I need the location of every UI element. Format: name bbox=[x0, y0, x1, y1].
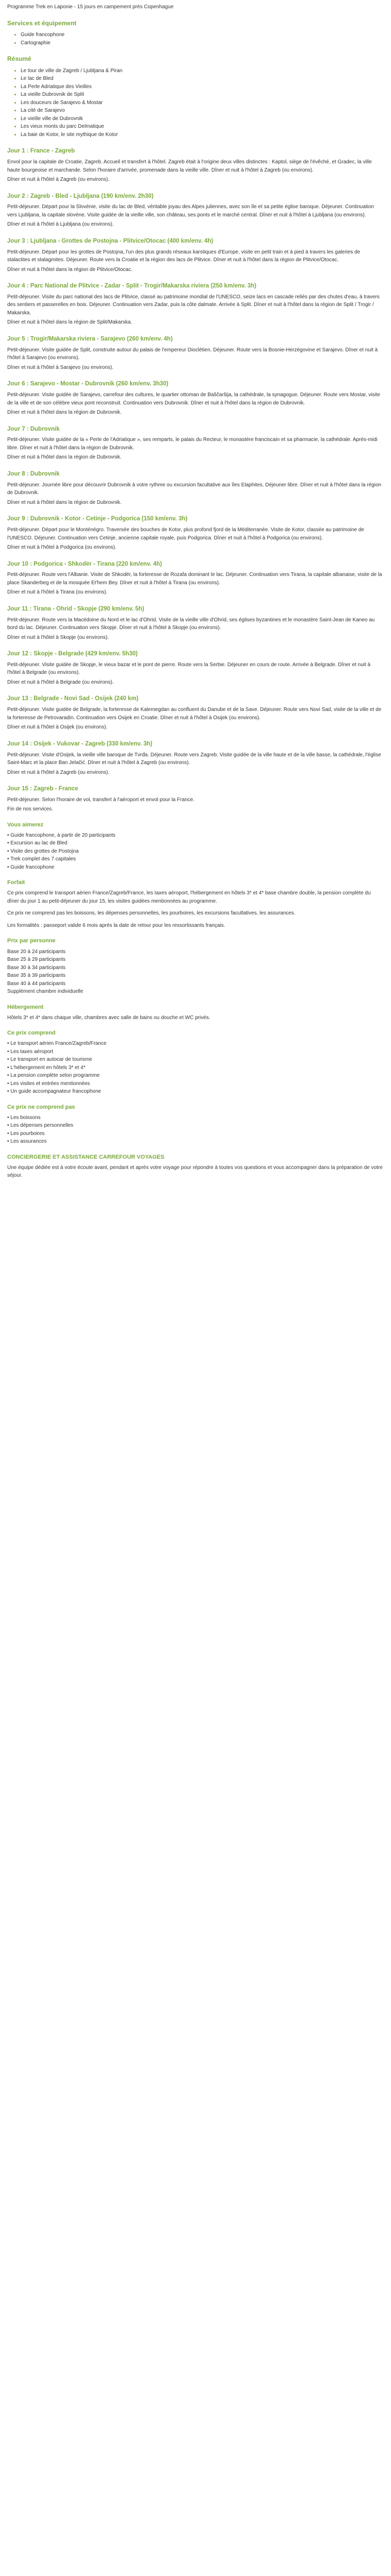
price-row: Base 20 à 24 participants bbox=[7, 948, 66, 955]
day-meals: Dîner et nuit à l'hôtel à Osijek (ou environs). bbox=[7, 724, 108, 731]
day-meals: Dîner et nuit à l'hôtel dans la région de Plitvice/Otocac. bbox=[7, 266, 133, 273]
list-item: • Les pourboires bbox=[7, 1130, 45, 1137]
day-description: Petit-déjeuner. Selon l'horaire de vol, transfert à l'aéroport et envol pour la France. bbox=[7, 796, 194, 803]
list-item: • Le tour de ville de Zagreb / Ljubljana & Piran bbox=[21, 67, 384, 75]
day-meals: Dîner et nuit à l'hôtel à Sarajevo (ou environs). bbox=[7, 364, 113, 370]
list-item: • La baie de Kotor, le site mythique de Kotor bbox=[21, 131, 384, 139]
day-title: Jour 9 : Dubrovnik - Kotor - Cetinje - Podgorica (150 km/env. 3h) bbox=[7, 516, 188, 522]
list-item: • La vieille Dubrovnik de Split bbox=[21, 91, 384, 99]
price-includes-list bbox=[7, 1040, 384, 1096]
list-item: • La pension complète selon programme bbox=[7, 1073, 100, 1079]
day-description: Envol pour la capitale de Croatie, Zagreb. Accueil et transfert à l'hôtel. Zagreb était à l'origine deux villes distinctes : Kaptol, siège de l'évêché, et Gradec, la ville haute bourgeoise et marchande. Selon l'horaire d'arrivée, promenade dans la vieille ville. Dîner et nuit à l'hôtel à Zagreb (ou environs). bbox=[7, 159, 372, 173]
day-title: Jour 1 : France - Zagreb bbox=[7, 148, 75, 155]
note-list bbox=[7, 832, 384, 872]
itinerary bbox=[7, 147, 384, 814]
list-item: • Le lac de Bled bbox=[21, 75, 384, 83]
day-title: Jour 12 : Skopje - Belgrade (429 km/env. 5h30) bbox=[7, 651, 138, 657]
day-meals: Dîner et nuit à l'hôtel dans la région de Dubrovnik. bbox=[7, 410, 122, 416]
conditions-title: Forfait bbox=[7, 879, 25, 886]
day-title: Jour 8 : Dubrovnik bbox=[7, 470, 60, 477]
day-description: Petit-déjeuner. Route vers la Macédoine du Nord et le lac d'Ohrid. Visite de la vieille ville d'Ohrid, ses églises byzantines et le monastère Saint-Jean de Kaneo au bord du lac. Déjeuner. Continuation vers Skopje. Dîner et nuit à l'hôtel à Skopje (ou environs). bbox=[7, 617, 375, 631]
list-item: • Trek complet des 7 capitales bbox=[7, 856, 76, 862]
list-item: • Guide francophone, à partir de 20 participants bbox=[7, 832, 116, 838]
accommodation-text: Hôtels 3* et 4* dans chaque ville, chambres avec salle de bains ou douche et WC privés. bbox=[7, 1014, 210, 1021]
day-title: Jour 13 : Belgrade - Novi Sad - Osijek (240 km) bbox=[7, 696, 139, 702]
day-meals: Dîner et nuit à l'hôtel dans la région de Split/Makarska. bbox=[7, 319, 133, 326]
day-title: Jour 2 : Zagreb - Bled - Ljubljana (190 km/env. 2h30) bbox=[7, 193, 154, 199]
list-item: • Les visites et entrées mentionnées bbox=[7, 1080, 90, 1087]
day-meals: Dîner et nuit à l'hôtel à Belgrade (ou environs). bbox=[7, 679, 114, 685]
price-row: Supplément chambre individuelle bbox=[7, 989, 84, 995]
price-row: Base 25 à 29 participants bbox=[7, 957, 66, 963]
day-description: Petit-déjeuner. Visite du parc national des lacs de Plitvice, classé au patrimoine mondial de l'UNESCO, seize lacs en cascade reliés par des chutes d'eau, à travers des sentiers et passerelles en bois. Déjeuner. Continuation vers Zadar, puis la côte dalmate. Arrivée à Split. Dîner et nuit à l'hôtel dans la région de Split / Trogir / Makarska. bbox=[7, 294, 380, 316]
day-description: Petit-déjeuner. Visite guidée de Skopje, le vieux bazar et le pont de pierre. Route vers la Serbie. Déjeuner en cours de route. Arrivée à Belgrade. Dîner et nuit à l'hôtel à Belgrade (ou environs). bbox=[7, 662, 371, 676]
day-description: Petit-déjeuner. Départ pour les grottes de Postojna, l'un des plus grands réseaux karstiques d'Europe, visite en petit train et à pied à travers les galeries de stalactites et stalagmites. Déjeuner. Route vers la Croatie et la région des lacs de Plitvice. Dîner et nuit à l'hôtel dans la région de Plitvice/Otocac. bbox=[7, 249, 361, 263]
day-description: Petit-déjeuner. Visite guidée de la « Perle de l'Adriatique », ses remparts, le palais du Recteur, le monastère franciscain et sa pharmacie, la cathédrale. Après-midi libre. Dîner et nuit à l'hôtel dans la région de Dubrovnik. bbox=[7, 437, 378, 451]
day-description: Petit-déjeuner. Visite guidée de Split, construite autour du palais de l'empereur Dioclétien. Déjeuner. Route vers la Bosnie-Herzégovine et Sarajevo. Dîner et nuit à l'hôtel à Sarajevo (ou environs). bbox=[7, 347, 378, 361]
advice-text: Une équipe dédiée est à votre écoute avant, pendant et après votre voyage pour répondre à toutes vos questions et vous accompagner dans la préparation de votre séjour. bbox=[7, 1164, 383, 1179]
day-description: Petit-déjeuner. Départ pour le Monténégro. Traversée des bouches de Kotor, plus profond fjord de la Méditerranée. Visite de Kotor, classée au patrimoine de l'UNESCO. Déjeuner. Continuation vers Cetinje, ancienne capitale royale, puis Podgorica. Dîner et nuit à l'hôtel à Podgorica (ou environs). bbox=[7, 527, 364, 541]
list-item: • Excursion au lac de Bled bbox=[7, 840, 68, 846]
list-item: • Les taxes aéroport bbox=[7, 1048, 54, 1055]
price-excludes-list bbox=[7, 1114, 384, 1146]
day-description: Petit-déjeuner. Visite guidée de Belgrade, la forteresse de Kalemegdan au confluent du Danube et de la Save. Déjeuner. Route vers Novi Sad, visite de la ville et de la forteresse de Petrovaradin. Continuation vers Osijek en Croatie. Dîner et nuit à l'hôtel à Osijek (ou environs). bbox=[7, 707, 382, 721]
day-meals: Dîner et nuit à l'hôtel à Ljubljana (ou environs). bbox=[7, 222, 114, 228]
list-item: • Les douceurs de Sarajevo & Mostar bbox=[21, 99, 384, 107]
accommodation-title: Hébergement bbox=[7, 1004, 44, 1010]
price-excludes-title: Ce prix ne comprend pas bbox=[7, 1104, 75, 1110]
list-item: • La Perle Adriatique des Vieilles bbox=[21, 83, 384, 91]
list-item: • Les assurances bbox=[7, 1139, 47, 1145]
condition-paragraph: Les formalités : passeport valide 6 mois après la date de retour pour les ressortissants français. bbox=[7, 922, 225, 928]
day-meals: Dîner et nuit à l'hôtel dans la région de Dubrovnik. bbox=[7, 499, 122, 505]
list-item: • Le transport en autocar de tourisme bbox=[7, 1057, 92, 1063]
price-row: Base 35 à 39 participants bbox=[7, 973, 66, 979]
list-item: • Le vieille ville de Dubrovnik bbox=[21, 115, 384, 123]
route-title: Résumé bbox=[7, 55, 31, 63]
condition-paragraph: Ce prix comprend le transport aérien France/Zagreb/France, les taxes aéroport, l'hébergement en hôtels 3* et 4* base chambre double, la pension complète du dîner du jour 1 au petit-déjeuner du jour 15, les visites guidées mentionnées au programme. bbox=[7, 890, 371, 904]
day-title: Jour 15 : Zagreb - France bbox=[7, 786, 78, 792]
list-item: • Les boissons bbox=[7, 1114, 41, 1121]
list-item: • Visite des grottes de Postojna bbox=[7, 848, 79, 854]
list-item: • Guide francophone bbox=[7, 864, 55, 870]
day-meals: Dîner et nuit à l'hôtel à Skopje (ou environs). bbox=[7, 634, 109, 640]
list-item: • Guide francophone bbox=[21, 31, 384, 39]
day-description: Petit-déjeuner. Route vers l'Albanie. Visite de Shkodër, la forteresse de Rozafa dominant le lac. Déjeuner. Continuation vers Tirana, la capitale albanaise, visite de la place Skanderbeg et de la mosquée Et'hem Bey. Dîner et nuit à l'hôtel à Tirana (ou environs). bbox=[7, 572, 382, 586]
list-item: • Un guide accompagnateur francophone bbox=[7, 1089, 101, 1095]
intro-line: Programme Trek en Laponie - 15 jours en campement près Copenhague bbox=[7, 4, 174, 10]
list-item: • La cité de Sarajevo bbox=[21, 107, 384, 115]
price-list bbox=[7, 948, 384, 996]
day-title: Jour 10 : Podgorica - Shkodër - Tirana (220 km/env. 4h) bbox=[7, 561, 162, 567]
note-title: Vous aimerez bbox=[7, 821, 44, 828]
day-meals: Fin de nos services. bbox=[7, 806, 53, 812]
day-title: Jour 4 : Parc National de Plitvice - Zadar - Split - Trogir/Makarska riviera (250 km/env. 3h) bbox=[7, 283, 256, 290]
day-description: Petit-déjeuner. Journée libre pour découvrir Dubrovnik à votre rythme ou excursion facultative aux îles Elaphites. Déjeuner libre. Dîner et nuit à l'hôtel dans la région de Dubrovnik. bbox=[7, 482, 382, 496]
route-list bbox=[7, 67, 384, 139]
day-meals: Dîner et nuit à l'hôtel dans la région de Dubrovnik. bbox=[7, 454, 122, 461]
price-title: Prix par personne bbox=[7, 938, 56, 944]
list-item: • L'hébergement en hôtels 3* et 4* bbox=[7, 1064, 86, 1071]
day-title: Jour 6 : Sarajevo - Mostar - Dubrovnik (260 km/env. 3h30) bbox=[7, 381, 169, 387]
day-meals: Dîner et nuit à l'hôtel à Zagreb (ou environs). bbox=[7, 769, 110, 775]
day-description: Petit-déjeuner. Visite d'Osijek, la vieille ville baroque de Tvrđa. Déjeuner. Route vers Zagreb. Visite guidée de la ville haute et de la ville basse, la cathédrale, l'église Saint-Marc et la place Ban Jelačić. Dîner et nuit à l'hôtel à Zagreb (ou environs). bbox=[7, 752, 381, 766]
included-list bbox=[7, 31, 384, 47]
list-item: • Cartographie bbox=[21, 39, 384, 47]
list-item: • Les vieux monts du parc Delmatique bbox=[21, 123, 384, 131]
list-item: • Le transport aérien France/Zagreb/France bbox=[7, 1041, 107, 1047]
day-title: Jour 5 : Trogir/Makarska riviera - Sarajevo (260 km/env. 4h) bbox=[7, 335, 173, 342]
day-title: Jour 3 : Ljubljana - Grottes de Postojna - Plitvice/Otocac (400 km/env. 4h) bbox=[7, 238, 214, 244]
day-meals: Dîner et nuit à l'hôtel à Tirana (ou environs). bbox=[7, 589, 108, 596]
condition-paragraph: Ce prix ne comprend pas les boissons, les dépenses personnelles, les pourboires, les excursions facultatives, les assurances. bbox=[7, 910, 296, 917]
day-title: Jour 7 : Dubrovnik bbox=[7, 426, 60, 432]
day-meals: Dîner et nuit à l'hôtel à Zagreb (ou environs). bbox=[7, 177, 110, 182]
day-description: Petit-déjeuner. Départ pour la Slovénie, visite du lac de Bled, véritable joyau des Alpes juliennes, avec son île et sa petite église baroque. Déjeuner. Continuation vers Ljubljana, la capitale slovène. Visite guidée de la vieille ville, son château, ses ponts et le marché central. Dîner et nuit à l'hôtel à Ljubljana (ou environs). bbox=[7, 204, 374, 218]
price-includes-title: Ce prix comprend bbox=[7, 1030, 56, 1037]
price-row: Base 30 à 34 participants bbox=[7, 964, 66, 971]
list-item: • Les dépenses personnelles bbox=[7, 1123, 74, 1129]
day-title: Jour 11 : Tirana - Ohrid - Skopje (290 km/env. 5h) bbox=[7, 605, 144, 612]
advice-title: CONCIERGERIE ET ASSISTANCE CARREFOUR VOYAGES bbox=[7, 1154, 165, 1160]
day-meals: Dîner et nuit à l'hôtel à Podgorica (ou environs). bbox=[7, 545, 117, 550]
price-row: Base 40 à 44 participants bbox=[7, 980, 66, 987]
day-title: Jour 14 : Osijek - Vukovar - Zagreb (330 km/env. 3h) bbox=[7, 740, 153, 747]
included-title: Services et équipement bbox=[7, 19, 77, 27]
day-description: Petit-déjeuner. Visite guidée de Sarajevo, carrefour des cultures, le quartier ottoman de Baščaršija, la cathédrale, la synagogue. Déjeuner. Route vers Mostar, visite de la ville et de son célèbre vieux pont reconstruit. Continuation vers Dubrovnik. Dîner et nuit à l'hôtel dans la région de Dubrovnik. bbox=[7, 392, 380, 406]
